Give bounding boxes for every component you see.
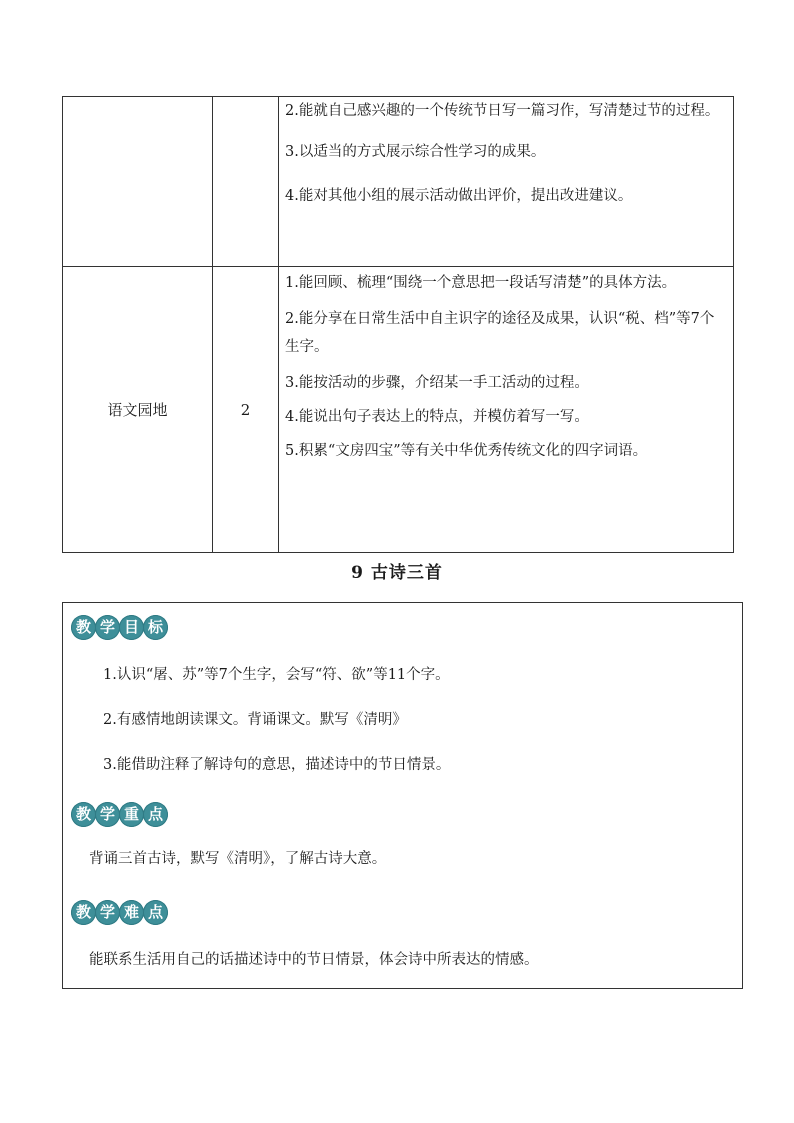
goals-cell: [279, 267, 734, 553]
tag-char: 学: [95, 615, 120, 640]
lesson-title: 9 古诗三首: [351, 563, 443, 583]
item-name-cell: 语文园地: [63, 267, 213, 553]
item-name-cell: [63, 97, 213, 267]
tag-char: 点: [143, 900, 168, 925]
goal-item: 2.能就自己感兴趣的一个传统节日写一篇习作，写清楚过节的过程。: [285, 103, 720, 119]
goal-item: 3.以适当的方式展示综合性学习的成果。: [285, 144, 546, 160]
unit-plan-table: [62, 96, 734, 553]
tag-char: 教: [71, 900, 96, 925]
lesson-goal: 3.能借助注释了解诗句的意思，描述诗中的节日情景。: [103, 757, 451, 773]
table-row: [63, 97, 734, 267]
tag-char: 目: [119, 615, 144, 640]
tag-char: 教: [71, 802, 96, 827]
lesson-box: [62, 602, 743, 989]
tag-char: 教: [71, 615, 96, 640]
goal-item: 1.能回顾、梳理“围绕一个意思把一段话写清楚”的具体方法。: [285, 275, 677, 291]
difficulty-tag: [71, 900, 167, 925]
goal-item: 4.能说出句子表达上的特点，并模仿着写一写。: [285, 409, 589, 425]
tag-char: 学: [95, 802, 120, 827]
hours-cell: [213, 97, 279, 267]
difficulty-text: 能联系生活用自己的话描述诗中的节日情景，体会诗中所表达的情感。: [89, 952, 539, 968]
lesson-goal: 1.认识“屠、苏”等7个生字，会写“符、欲”等11个字。: [103, 667, 450, 683]
goals-cell: [279, 97, 734, 267]
tag-char: 点: [143, 802, 168, 827]
tag-char: 难: [119, 900, 144, 925]
goal-item: 2.能分享在日常生活中自主识字的途径及成果，认识“税、档”等7个生字。: [285, 311, 715, 355]
hours-cell: 2: [213, 267, 279, 553]
tag-char: 学: [95, 900, 120, 925]
tag-char: 标: [143, 615, 168, 640]
key-point-tag: [71, 802, 167, 827]
key-point-text: 背诵三首古诗，默写《清明》，了解古诗大意。: [89, 851, 387, 867]
goal-item: 3.能按活动的步骤，介绍某一手工活动的过程。: [285, 375, 589, 391]
teaching-goals-tag: [71, 615, 167, 640]
goal-item: 5.积累“文房四宝”等有关中华优秀传统文化的四字词语。: [285, 443, 648, 459]
lesson-goal: 2.有感情地朗读课文。背诵课文。默写《清明》: [103, 712, 407, 728]
goal-item: 4.能对其他小组的展示活动做出评价，提出改进建议。: [285, 188, 633, 204]
table-row: [63, 267, 734, 553]
tag-char: 重: [119, 802, 144, 827]
